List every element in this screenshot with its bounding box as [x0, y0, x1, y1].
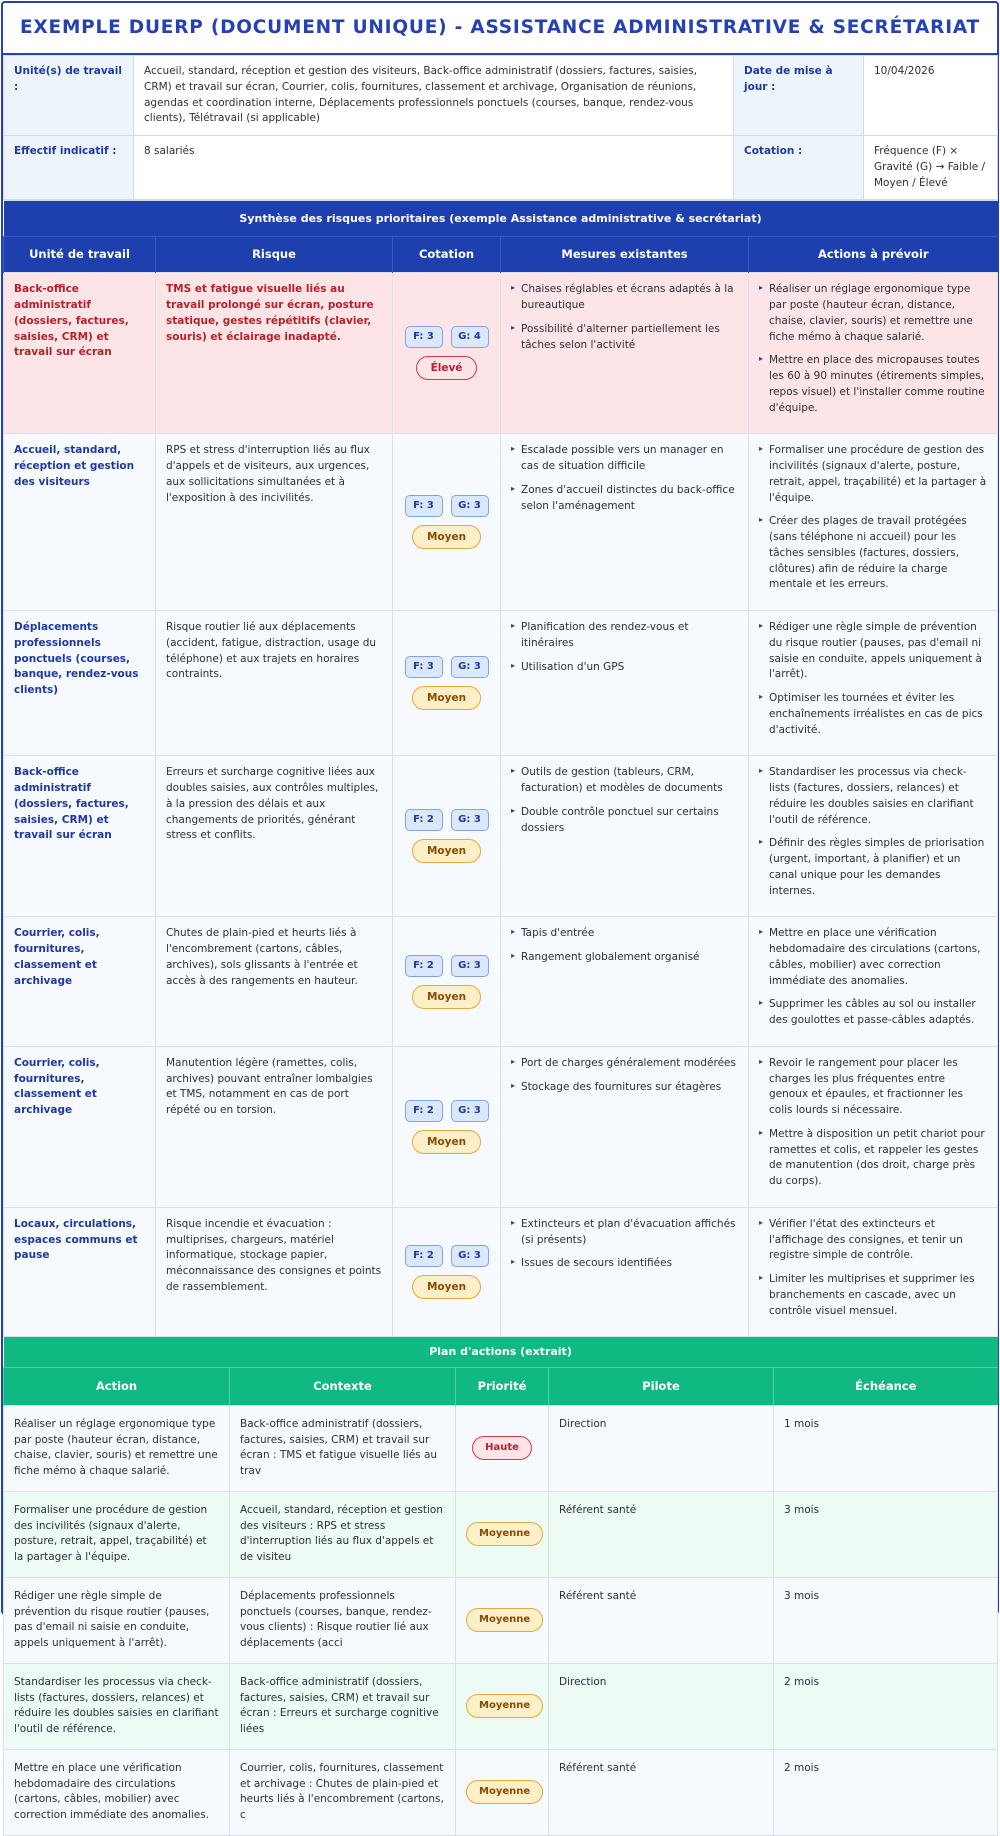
- risk-header-unit: Unité de travail: [4, 237, 156, 273]
- risk-unit: Courrier, colis, fournitures, classement et archivage: [4, 1046, 156, 1207]
- plan-row: [4, 1491, 998, 1577]
- risk-unit: Back-office administratif (dossiers, factures, saisies, CRM) et travail sur écran: [4, 273, 156, 434]
- measure-item: ▸ Extincteurs et plan d'évacuation affichés (si présents): [511, 1217, 738, 1249]
- risk-row: [4, 434, 998, 611]
- plan-priority: [456, 1663, 549, 1749]
- risk-header-risk: Risque: [156, 237, 393, 273]
- risk-actions: [749, 917, 998, 1047]
- frequency-chip: F: 2: [405, 1245, 443, 1267]
- action-item: ▸ Mettre en place une vérification hebdomadaire des circulations (cartons, câbles, mobilier) avec correction immédiate des anomalies.: [759, 926, 987, 989]
- risk-actions: [749, 273, 998, 434]
- risk-actions: [749, 1207, 998, 1337]
- measure-item: ▸ Planification des rendez-vous et itinéraires: [511, 620, 738, 652]
- risk-cotation: [393, 1046, 501, 1207]
- risk-unit: Déplacements professionnels ponctuels (courses, banque, rendez-vous clients): [4, 611, 156, 756]
- gravity-chip: G: 3: [451, 1100, 489, 1122]
- plan-action: Standardiser les processus via check-lists (factures, dossiers, relances) et réduire les doubles saisies en clarifiant l'outil de référence.: [4, 1663, 230, 1749]
- plan-action: Rédiger une règle simple de prévention du risque routier (pauses, pas d'email ni saisie en conduite, appels uniquement à l'arrêt).: [4, 1577, 230, 1663]
- action-item: ▸ Formaliser une procédure de gestion des incivilités (signaux d'alerte, posture, retrait, appel, traçabilité) et la partager à l'équipe.: [759, 443, 987, 506]
- risk-cotation: [393, 917, 501, 1047]
- risk-description: RPS et stress d'interruption liés au flux d'appels et de visiteurs, aux urgences, aux sollicitations simultanées et à l'exposition à des incivilités.: [156, 434, 393, 611]
- level-badge: Moyen: [412, 839, 481, 863]
- plan-row: [4, 1749, 998, 1835]
- measure-item: ▸ Zones d'accueil distinctes du back-office selon l'aménagement: [511, 483, 738, 515]
- risk-header-cotation: Cotation: [393, 237, 501, 273]
- action-item: ▸ Limiter les multiprises et supprimer les branchements en cascade, avec un contrôle visuel mensuel.: [759, 1272, 987, 1319]
- risk-description: Chutes de plain-pied et heurts liés à l'encombrement (cartons, câbles, archives), sols glissants à l'entrée et accès à des rangements en hauteur.: [156, 917, 393, 1047]
- measure-item: ▸ Double contrôle ponctuel sur certains dossiers: [511, 805, 738, 837]
- level-badge: Moyen: [412, 525, 481, 549]
- plan-banner: Plan d'actions (extrait): [4, 1337, 998, 1367]
- action-item: ▸ Définir des règles simples de priorisation (urgent, important, à planifier) et un canal unique pour les demandes internes.: [759, 836, 987, 899]
- gravity-chip: G: 3: [451, 809, 489, 831]
- priority-badge: Moyenne: [466, 1522, 543, 1546]
- risk-unit: Back-office administratif (dossiers, factures, saisies, CRM) et travail sur écran: [4, 756, 156, 917]
- plan-pilot: Direction: [549, 1663, 774, 1749]
- plan-header-action: Action: [4, 1367, 230, 1405]
- action-item: ▸ Revoir le rangement pour placer les charges les plus fréquentes entre genoux et épaules, et fractionner les colis lourds si nécessaire.: [759, 1056, 987, 1119]
- risk-description: Risque incendie et évacuation : multiprises, chargeurs, matériel informatique, stockage papier, méconnaissance des consignes et points de rassemblement.: [156, 1207, 393, 1337]
- frequency-chip: F: 2: [405, 809, 443, 831]
- risk-actions: [749, 756, 998, 917]
- risk-cotation: [393, 273, 501, 434]
- plan-context: Accueil, standard, réception et gestion des visiteurs : RPS et stress d'interruption liés au flux d'appels et de visiteu: [230, 1491, 456, 1577]
- measure-item: ▸ Escalade possible vers un manager en cas de situation difficile: [511, 443, 738, 475]
- plan-row: [4, 1405, 998, 1491]
- measure-item: ▸ Port de charges généralement modérées: [511, 1056, 738, 1072]
- document-title: EXEMPLE DUERP (DOCUMENT UNIQUE) - ASSISTANCE ADMINISTRATIVE & SECRÉTARIAT: [3, 3, 997, 55]
- plan-priority: [456, 1577, 549, 1663]
- risk-banner: Synthèse des risques prioritaires (exemple Assistance administrative & secrétariat): [4, 201, 998, 237]
- cotation-value: Fréquence (F) × Gravité (G) → Faible / Moyen / Élevé: [864, 136, 998, 200]
- plan-pilot: Référent santé: [549, 1491, 774, 1577]
- risk-table: [3, 200, 998, 1337]
- plan-context: Back-office administratif (dossiers, factures, saisies, CRM) et travail sur écran : Erreurs et surcharge cognitive liées: [230, 1663, 456, 1749]
- plan-header-context: Contexte: [230, 1367, 456, 1405]
- plan-deadline: 3 mois: [774, 1577, 998, 1663]
- plan-row: [4, 1663, 998, 1749]
- risk-actions: [749, 1046, 998, 1207]
- risk-actions: [749, 611, 998, 756]
- risk-unit: Accueil, standard, réception et gestion des visiteurs: [4, 434, 156, 611]
- plan-priority: [456, 1749, 549, 1835]
- risk-cotation: [393, 434, 501, 611]
- priority-badge: Moyenne: [466, 1608, 543, 1632]
- measure-item: ▸ Possibilité d'alterner partiellement les tâches selon l'activité: [511, 322, 738, 354]
- plan-context: Courrier, colis, fournitures, classement et archivage : Chutes de plain-pied et heurts liés à l'encombrement (cartons, c: [230, 1749, 456, 1835]
- risk-measures: [501, 273, 749, 434]
- gravity-chip: G: 4: [451, 326, 489, 348]
- risk-description: Risque routier lié aux déplacements (accident, fatigue, distraction, usage du téléphone) et aux trajets en horaires contraints.: [156, 611, 393, 756]
- plan-priority: [456, 1405, 549, 1491]
- risk-description: Manutention légère (ramettes, colis, archives) pouvant entraîner lombalgies et TMS, notamment en cas de port répété ou en torsion.: [156, 1046, 393, 1207]
- action-item: ▸ Vérifier l'état des extincteurs et l'affichage des consignes, et tenir un registre simple de contrôle.: [759, 1217, 987, 1264]
- frequency-chip: F: 2: [405, 955, 443, 977]
- risk-row: [4, 273, 998, 434]
- cotation-label: Cotation :: [734, 136, 864, 200]
- measure-item: ▸ Tapis d'entrée: [511, 926, 738, 942]
- gravity-chip: G: 3: [451, 1245, 489, 1267]
- risk-actions: [749, 434, 998, 611]
- plan-context: Back-office administratif (dossiers, factures, saisies, CRM) et travail sur écran : TMS et fatigue visuelle liés au trav: [230, 1405, 456, 1491]
- risk-unit: Locaux, circulations, espaces communs et pause: [4, 1207, 156, 1337]
- measure-item: ▸ Stockage des fournitures sur étagères: [511, 1080, 738, 1096]
- unites-label: Unité(s) de travail :: [4, 56, 134, 136]
- risk-row: [4, 1207, 998, 1337]
- level-badge: Moyen: [412, 1130, 481, 1154]
- risk-measures: [501, 1046, 749, 1207]
- measure-item: ▸ Issues de secours identifiées: [511, 1256, 738, 1272]
- plan-action: Réaliser un réglage ergonomique type par poste (hauteur écran, distance, chaise, clavier, souris) et remettre une fiche mémo à chaque salarié.: [4, 1405, 230, 1491]
- risk-cotation: [393, 756, 501, 917]
- risk-header-measures: Mesures existantes: [501, 237, 749, 273]
- risk-unit: Courrier, colis, fournitures, classement et archivage: [4, 917, 156, 1047]
- measure-item: ▸ Outils de gestion (tableurs, CRM, facturation) et modèles de documents: [511, 765, 738, 797]
- risk-measures: [501, 434, 749, 611]
- plan-header-pilot: Pilote: [549, 1367, 774, 1405]
- plan-deadline: 2 mois: [774, 1663, 998, 1749]
- action-item: ▸ Réaliser un réglage ergonomique type par poste (hauteur écran, distance, chaise, clavier, souris) et remettre une fiche mémo à chaque salarié.: [759, 282, 987, 345]
- action-item: ▸ Mettre à disposition un petit chariot pour ramettes et colis, et rappeler les gestes de manutention (dos droit, charge près du corps).: [759, 1127, 987, 1190]
- frequency-chip: F: 2: [405, 1100, 443, 1122]
- level-badge: Élevé: [416, 356, 478, 380]
- date-value: 10/04/2026: [864, 56, 998, 136]
- action-item: ▸ Mettre en place des micropauses toutes les 60 à 90 minutes (étirements simples, repos visuel) et l'installer comme routine d'équipe.: [759, 353, 987, 416]
- risk-row: [4, 917, 998, 1047]
- risk-row: [4, 1046, 998, 1207]
- risk-measures: [501, 611, 749, 756]
- risk-description: TMS et fatigue visuelle liés au travail prolongé sur écran, posture statique, gestes répétitifs (clavier, souris) et éclairage inadapté.: [156, 273, 393, 434]
- plan-header-priority: Priorité: [456, 1367, 549, 1405]
- plan-context: Déplacements professionnels ponctuels (courses, banque, rendez-vous clients) : Risque routier lié aux déplacements (acci: [230, 1577, 456, 1663]
- plan-row: [4, 1577, 998, 1663]
- risk-row: [4, 756, 998, 917]
- level-badge: Moyen: [412, 985, 481, 1009]
- plan-pilot: Référent santé: [549, 1577, 774, 1663]
- action-item: ▸ Supprimer les câbles au sol ou installer des goulottes et passe-câbles adaptés.: [759, 997, 987, 1029]
- duerp-document: [1, 1, 999, 1821]
- priority-badge: Moyenne: [466, 1694, 543, 1718]
- effectif-label: Effectif indicatif :: [4, 136, 134, 200]
- risk-cotation: [393, 611, 501, 756]
- action-plan-table: [3, 1337, 998, 1836]
- plan-deadline: 1 mois: [774, 1405, 998, 1491]
- effectif-value: 8 salariés: [134, 136, 734, 200]
- risk-measures: [501, 917, 749, 1047]
- gravity-chip: G: 3: [451, 656, 489, 678]
- risk-measures: [501, 756, 749, 917]
- plan-pilot: Référent santé: [549, 1749, 774, 1835]
- action-item: ▸ Standardiser les processus via check-lists (factures, dossiers, relances) et réduire les doubles saisies en clarifiant l'outil de référence.: [759, 765, 987, 828]
- info-table: [3, 55, 998, 200]
- risk-row: [4, 611, 998, 756]
- date-label: Date de mise à jour :: [734, 56, 864, 136]
- risk-measures: [501, 1207, 749, 1337]
- plan-pilot: Direction: [549, 1405, 774, 1491]
- level-badge: Moyen: [412, 1275, 481, 1299]
- measure-item: ▸ Rangement globalement organisé: [511, 950, 738, 966]
- risk-cotation: [393, 1207, 501, 1337]
- frequency-chip: F: 3: [405, 656, 443, 678]
- action-item: ▸ Créer des plages de travail protégées (sans téléphone ni accueil) pour les tâches sensibles (factures, dossiers, clôtures) afin de réduire la charge mentale et les erreurs.: [759, 514, 987, 593]
- plan-action: Formaliser une procédure de gestion des incivilités (signaux d'alerte, posture, retrait, appel, traçabilité) et la partager à l'équipe.: [4, 1491, 230, 1577]
- plan-deadline: 2 mois: [774, 1749, 998, 1835]
- level-badge: Moyen: [412, 686, 481, 710]
- plan-priority: [456, 1491, 549, 1577]
- measure-item: ▸ Chaises réglables et écrans adaptés à la bureautique: [511, 282, 738, 314]
- action-item: ▸ Optimiser les tournées et éviter les enchaînements irréalistes en cas de pics d'activité.: [759, 691, 987, 738]
- unites-value: Accueil, standard, réception et gestion des visiteurs, Back-office administratif (dossiers, factures, saisies, CRM) et travail sur écran, Courrier, colis, fournitures, classement et archivage, Organisation de réunions, agendas et coordination interne, Déplacements professionnels ponctuels (courses, banque, rendez-vous clients), Télétravail (si applicable): [134, 56, 734, 136]
- gravity-chip: G: 3: [451, 955, 489, 977]
- risk-header-actions: Actions à prévoir: [749, 237, 998, 273]
- gravity-chip: G: 3: [451, 495, 489, 517]
- plan-action: Mettre en place une vérification hebdomadaire des circulations (cartons, câbles, mobilier) avec correction immédiate des anomalies.: [4, 1749, 230, 1835]
- plan-deadline: 3 mois: [774, 1491, 998, 1577]
- action-item: ▸ Rédiger une règle simple de prévention du risque routier (pauses, pas d'email ni saisie en conduite, appels uniquement à l'arrêt).: [759, 620, 987, 683]
- frequency-chip: F: 3: [405, 495, 443, 517]
- measure-item: ▸ Utilisation d'un GPS: [511, 660, 738, 676]
- frequency-chip: F: 3: [405, 326, 443, 348]
- risk-description: Erreurs et surcharge cognitive liées aux doubles saisies, aux contrôles multiples, à la pression des délais et aux changements de priorités, générant stress et conflits.: [156, 756, 393, 917]
- priority-badge: Moyenne: [466, 1780, 543, 1804]
- priority-badge: Haute: [472, 1436, 532, 1460]
- plan-header-deadline: Échéance: [774, 1367, 998, 1405]
